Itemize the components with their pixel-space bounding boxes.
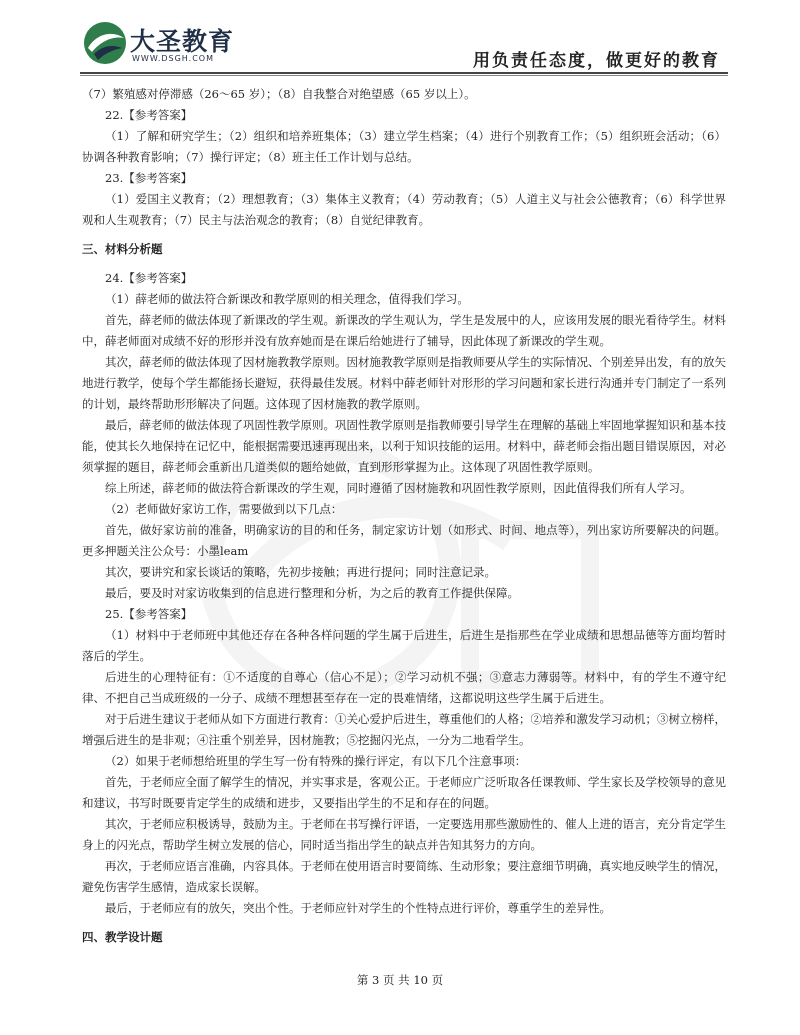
paragraph: 其次，薛老师的做法体现了因材施教教学原则。因材施教教学原则是指教师要从学生的实际情况、个别差异出发，有的放矢地进行教学，使每个学生都能扬长避短，获得最佳发展。材料中薛老师针对形形的学习问题和家长进行沟通并专门制定了一系列的计划，最终帮助形形解决了问题。这体现了因材施教的教学原则。: [82, 355, 726, 411]
paragraph: 最后，要及时对家访收集到的信息进行整理和分析，为之后的教育工作提供保障。: [105, 586, 519, 600]
page-header: [0, 0, 800, 78]
paragraph: （1）材料中于老师班中其他还存在各种各样问题的学生属于后进生，后进生是指那些在学业成绩和思想品德等方面均暂时落后的学生。: [82, 628, 726, 663]
paragraph: 首先，薛老师的做法体现了新课改的学生观。新课改的学生观认为，学生是发展中的人，应该用发展的眼光看待学生。材料中，薛老师面对成绩不好的形形并没有放弃她而是在课后给她进行了辅导，因此体现了新课改的学生观。: [82, 313, 726, 348]
paragraph: 24.【参考答案】: [105, 271, 193, 285]
brand-name: 大圣教育: [130, 27, 235, 56]
header-divider: [80, 72, 728, 74]
header-slogan: 用负责任态度，做更好的教育: [473, 51, 720, 71]
paragraph: （1）薛老师的做法符合新课改和教学原则的相关理念，值得我们学习。: [105, 292, 469, 306]
paragraph: 再次，于老师应语言准确，内容具体。于老师在使用语言时要简练、生动形象；要注意细节明确，真实地反映学生的情况，避免伤害学生感情，造成家长误解。: [82, 859, 726, 894]
paragraph: 首先，做好家访前的准备，明确家访的目的和任务，制定家访计划（如形式、时间、地点等），列出家访所要解决的问题。 更多押题关注公众号：小墨leam: [82, 523, 726, 558]
paragraph: （1）了解和研究学生；（2）组织和培养班集体；（3）建立学生档案；（4）进行个别教育工作；（5）组织班会活动；（6）协调各种教育影响；（7）操行评定；（8）班主任工作计划与总结。: [82, 129, 726, 164]
paragraph: 最后，于老师应有的放矢，突出个性。于老师应针对学生的个性特点进行评价，尊重学生的差异性。: [105, 901, 611, 915]
paragraph: 对于后进生建议于老师从如下方面进行教育：①关心爱护后进生，尊重他们的人格；②培养和激发学习动机；③树立榜样，增强后进生的是非观；④注重个别差异，因材施教；⑤挖掘闪光点，一分为二地看学生。: [82, 712, 726, 747]
paragraph: （2）老师做好家访工作，需要做到以下几点：: [105, 502, 343, 516]
document-body: [82, 84, 726, 956]
paragraph: 25.【参考答案】: [105, 607, 193, 621]
paragraph: （2）如果于老师想给班里的学生写一份有特殊的操行评定，有以下几个注意事项：: [105, 754, 527, 768]
paragraph: 其次，于老师应积极诱导，鼓励为主。于老师在书写操行评语，一定要选用那些激励性的、催人上进的语言，充分肯定学生身上的闪光点，帮助学生树立发展的信心，同时适当指出学生的缺点并告知其努力的方向。: [82, 817, 726, 852]
page-footer: 第 3 页 共 10 页: [356, 973, 444, 987]
paragraph: 综上所述，薛老师的做法符合新课改的学生观，同时遵循了因材施教和巩固性教学原则，因此值得我们所有人学习。: [105, 481, 692, 495]
paragraph: 23.【参考答案】: [105, 171, 193, 185]
section-heading: 三、材料分析题: [82, 242, 163, 256]
paragraph: 22.【参考答案】: [105, 108, 193, 122]
paragraph: （7）繁殖感对停滞感（26～65 岁）；（8）自我整合对绝望感（65 岁以上）。: [82, 87, 476, 101]
header-divider-thin: [80, 75, 728, 76]
paragraph: 首先，于老师应全面了解学生的情况，并实事求是，客观公正。于老师应广泛听取各任课教师、学生家长及学校领导的意见和建议，书写时既要肯定学生的成绩和进步，又要指出学生的不足和存在的问题。: [82, 775, 726, 810]
logo-emblem-icon: [82, 20, 128, 66]
paragraph: 其次，要讲究和家长谈话的策略，先初步接触；再进行提问；同时注意记录。: [105, 565, 496, 579]
paragraph: （1）爱国主义教育；（2）理想教育；（3）集体主义教育；（4）劳动教育；（5）人道主义与社会公德教育；（6）科学世界观和人生观教育；（7）民主与法治观念的教育；（8）自觉纪律教育。: [82, 192, 726, 227]
paragraph: 后进生的心理特征有：①不适度的自尊心（信心不足）；②学习动机不强；③意志力薄弱等。材料中，有的学生不遵守纪律、不把自己当成班级的一分子、成绩不理想甚至存在一定的畏难情绪，这都说明这些学生属于后进生。: [82, 670, 726, 705]
brand-url: WWW.DSGH.COM: [132, 54, 214, 63]
brand-logo: [82, 20, 252, 68]
section-heading: 四、教学设计题: [82, 930, 163, 944]
paragraph: 最后，薛老师的做法体现了巩固性教学原则。巩固性教学原则是指教师要引导学生在理解的基础上牢固地掌握知识和基本技能，使其长久地保持在记忆中，能根据需要迅速再现出来，以利于知识技能的运用。材料中，薛老师会指出题目错误原因，对必须掌握的题目，薛老师会重新出几道类似的题给她做，直到形形掌握为止。这体现了巩固性教学原则。: [82, 418, 726, 474]
